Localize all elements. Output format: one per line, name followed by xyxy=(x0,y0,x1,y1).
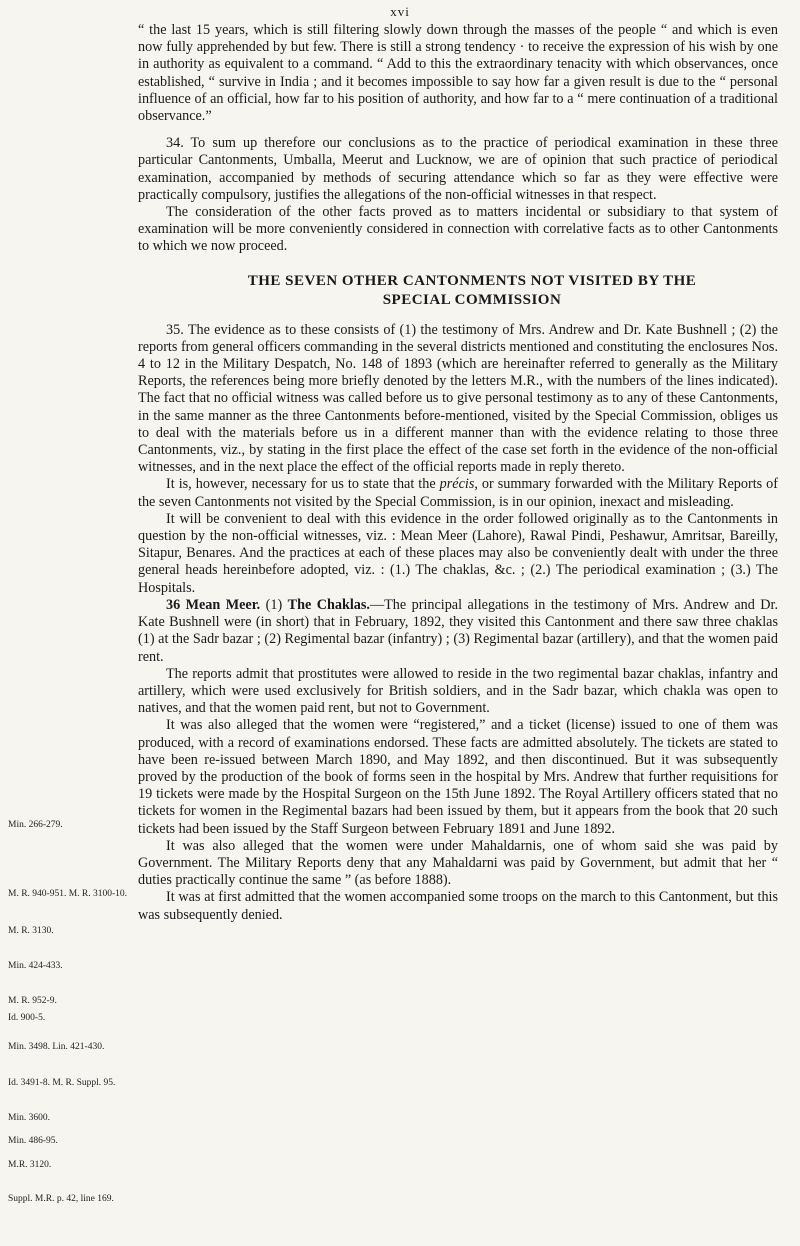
margin-note: M. R. 952-9. xyxy=(8,996,57,1006)
margin-note: Min. 424-433. xyxy=(8,961,63,971)
paragraph-reports-admit: The reports admit that prostitutes were allowed to reside in the two regimental bazar chaklas, infantry and artillery, which were used exclusively for British soldiers, and in the Sadr bazar, which chakla was open to natives, and that the women paid rent, but not to Government. xyxy=(138,665,778,717)
margin-note: M.R. 3120. xyxy=(8,1160,52,1170)
margin-note: Min. 3498. Lin. 421-430. xyxy=(8,1042,105,1052)
precis-lead: It is, however, necessary for us to state that the xyxy=(166,476,440,493)
margin-note: Min. 486-95. xyxy=(8,1136,58,1146)
chaklas-heading: The Chaklas. xyxy=(287,596,370,613)
item-number: (1) xyxy=(260,596,288,613)
precis-term: précis xyxy=(439,476,475,493)
mean-meer-heading: 36 Mean Meer. xyxy=(166,596,261,613)
margin-note: Suppl. M.R. p. 42, line 169. xyxy=(8,1194,114,1204)
margin-note: M. R. 940-951. M. R. 3100-10. xyxy=(8,889,128,899)
margin-note: Min. 3600. xyxy=(8,1113,50,1123)
margin-note: M. R. 3130. xyxy=(8,926,54,936)
paragraph-registered: It was also alleged that the women were “registered,” and a ticket (license) issued to one of them was produced, with a record of examinations endorsed. These facts are admitted absolutely. The tickets are stated to have been re-issued between March 1890, and May 1892, and then discontinued. But it was subsequently proved by the production of the book of forms seen in the hospital by Mrs. Andrew that further requisitions for 19 tickets were made by the Hospital Surgeon on the 15th June 1892. The Royal Artillery officers stated that no tickets for women in the Regimental bazars had been issued by them, but it appears from the book that 20 such tickets had been issued by the Staff Surgeon between February 1891 and June 1892. xyxy=(138,717,778,837)
margin-note: Id. 900-5. xyxy=(8,1013,46,1023)
section-heading-line2: SPECIAL COMMISSION xyxy=(382,291,562,308)
paragraph-35-precis xyxy=(138,476,778,510)
paragraph-35: 35. The evidence as to these consists of (1) the testimony of Mrs. Andrew and Dr. Kate Bushnell ; (2) the reports from general officers commanding in the several districts mentioned and constituting the enclosures Nos. 4 to 12 in the Military Despatch, No. 148 of 1893 (which are hereinafter referred to generally as the Military Reports, the references being more briefly denoted by the letters M.R., with the numbers of the lines indicated). The fact that no official witness was called before us to give personal testimony as to any of these Cantonments, in the same manner as the three Cantonments before-mentioned, visited by the Special Commission, obliges us to deal with the materials before us in a different manner than with the evidence relating to those three Cantonments, viz., by stating in the first place the effect of the case set forth in the evidence of the non-official witnesses, and in the next place the effect of the official reports made in reply thereto. xyxy=(138,321,778,476)
page-folio: xvi xyxy=(390,4,410,19)
quoted-paragraph: “ the last 15 years, which is still filtering slowly down through the masses of the people “ and which is even now fully apprehended by but few. There is still a strong tendency · to receive the expression of his wish by one in authority as equivalent to a command. “ Add to this the extraordinary tenacity with which observances, once established, “ survive in India ; and it becomes impossible to say how far a given result is due to the “ personal influence of an official, how far to his position of authority, and how far to a “ mere continuation of a traditional observance.” xyxy=(138,22,778,125)
paragraph-35-order: It will be convenient to deal with this evidence in the order followed originally as to the Cantonments in question by the non-official witnesses, viz. : Mean Meer (Lahore), Rawal Pindi, Peshawur, Amritsar, Bareilly, Sitapur, Benares. And the practices at each of these places may also be conveniently dealt with under the three general heads hereinbefore adopted, viz. : (1.) The chaklas, &c. ; (2.) The periodical examination ; (3.) The Hospitals. xyxy=(138,510,778,596)
paragraph-36-text: —The principal allegations in the testimony of Mrs. Andrew and Dr. Kate Bushnell were (in short) that in February, 1892, they visited this Cantonment and there saw three chaklas (1) at the Sadr bazar ; (2) Regimental bazar (infantry) ; (3) Regimental bazar (artillery), and that the women paid rent. xyxy=(138,596,779,665)
margin-note: Id. 3491-8. M. R. Suppl. 95. xyxy=(8,1078,116,1088)
section-heading-line1: THE SEVEN OTHER CANTONMENTS NOT VISITED BY THE xyxy=(247,272,697,289)
paragraph-34: 34. To sum up therefore our conclusions as to the practice of periodical examination in these three particular Cantonments, Umballa, Meerut and Lucknow, we are of opinion that such practice of periodical examination, accompanied by methods of securing attendance which so far as they were effective were practically compulsory, justifies the allegations of the non-official witnesses in that respect. xyxy=(138,135,778,203)
margin-note: Min. 266-279. xyxy=(8,820,63,830)
paragraph-march: It was at first admitted that the women accompanied some troops on the march to this Cantonment, but this was subsequently denied. xyxy=(138,889,778,923)
paragraph-36 xyxy=(138,597,778,666)
paragraph-34-cont: The consideration of the other facts proved as to matters incidental or subsidiary to that system of examination will be more conveniently considered in connection with correlative facts as to other Cantonments to which we now proceed. xyxy=(138,204,778,255)
precis-tail: , or summary forwarded with the Military Reports of the seven Cantonments not visited by the Special Commission, is in our opinion, inexact and misleading. xyxy=(138,476,779,510)
page-body xyxy=(138,22,778,924)
paragraph-mahaldarnis: It was also alleged that the women were under Mahaldarnis, one of whom said she was paid by Government. The Military Reports deny that any Mahaldarni was paid by Government, but admit that her “ duties practically continue the same ” (as before 1888). xyxy=(138,837,778,889)
